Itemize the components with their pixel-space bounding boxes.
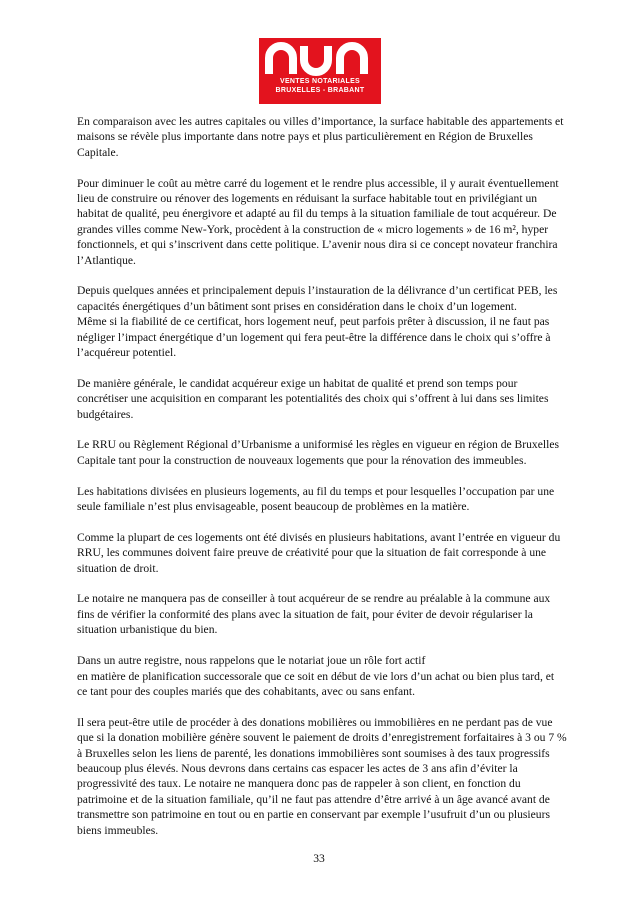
paragraph-7: Comme la plupart de ces logements ont été divisés en plusieurs habitations, avant l’entrée en vigueur du RRU, les communes doivent faire preuve de créativité pour que la situation de fait corresponde à une situation de droit. — [77, 530, 561, 575]
paragraph-6: Les habitations divisées en plusieurs logements, au fil du temps et pour lesquelles l’occupation par une seule familiale n’est plus envisageable, posent beaucoup de problèmes en la matière. — [77, 484, 555, 514]
paragraph-3: Depuis quelques années et principalement depuis l’instauration de la délivrance d’un certificat PEB, les capacités énergétiques d’un bâtiment sont prises en considération dans le choix d’un logement. Même si la fiabilité de ce certificat, hors logement neuf, peut parfois prêter à discussion, il ne faut pas négliger l’impact énergétique d’un logement qui fera peut-être la différence dans le choix qui s’offre à l’acquéreur potentiel. — [77, 284, 558, 360]
paragraph-5: Le RRU ou Règlement Régional d’Urbanisme a uniformisé les règles en vigueur en région de Bruxelles Capitale tant pour la construction de nouveaux logements que pour la rénovation des immeubles. — [77, 438, 559, 467]
paragraph-10: Il sera peut-être utile de procéder à des donations mobilières ou immobilières en ne perdant pas de vue que si la donation mobilière génère souvent le paiement de droits d’enregistrement forfaitaires à 3 ou 7 % à Bruxelles selon les liens de parenté, les donations immobilières sont soumises à des taux progressifs beaucoup plus élevés. Nous devrons dans certains cas espacer les actes de 3 ans afin d’éviter la progressivité des taux. Le notaire ne manquera donc pas de rappeler à son client, en fonction du patrimoine et de la situation familiale, qu’il ne faut pas attendre d’être arrivé à un âge avancé avant de transmettre son patrimoine en tout ou en partie en conservant par exemple l’usufruit d’un ou plusieurs biens immeubles. — [77, 715, 567, 837]
document-body — [77, 114, 567, 853]
brand-logo — [259, 38, 381, 104]
logo-line-1: VENTES NOTARIALES — [279, 78, 361, 85]
page-number: 33 — [313, 852, 325, 865]
paragraph-1: En comparaison avec les autres capitales ou villes d’importance, la surface habitable des appartements et maisons se révèle plus importante dans notre pays et plus particulièrement en Région de Bruxelles Capitale. — [77, 115, 564, 159]
paragraph-2: Pour diminuer le coût au mètre carré du logement et le rendre plus accessible, il y aurait éventuellement lieu de construire ou rénover des logements en réduisant la surface habitable tout en privilégiant un habitat de qualité, peu énergivore et adapté au fil du temps à la situation familiale de tout acquéreur. De grandes villes comme New-York, procèdent à la construction de « micro logements » de 16 m², hyper fonctionnels, et qui s’inscrivent dans cette politique. L’avenir nous dira si ce concept novateur franchira l’Atlantique. — [77, 176, 559, 267]
paragraph-9: Dans un autre registre, nous rappelons que le notariat joue un rôle fort actif en matière de planification successorale que ce soit en début de vie lors d’un achat ou bien plus tard, et ce tant pour des couples mariés que des cohabitants, avec ou sans enfant. — [77, 654, 555, 698]
paragraph-4: De manière générale, le candidat acquéreur exige un habitat de qualité et prend son temps pour concrétiser une acquisition en comparant les potentialités des choix qui s’offrent à lui dans ses limites budgétaires. — [77, 376, 549, 421]
paragraph-8: Le notaire ne manquera pas de conseiller à tout acquéreur de se rendre au préalable à la commune aux fins de vérifier la conformité des plans avec la situation de fait, pour éviter de devoir régulariser la situation urbanistique du bien. — [77, 592, 551, 637]
nun-logo-mark — [259, 38, 381, 78]
logo-line-2: BRUXELLES - BRABANT — [275, 87, 365, 94]
